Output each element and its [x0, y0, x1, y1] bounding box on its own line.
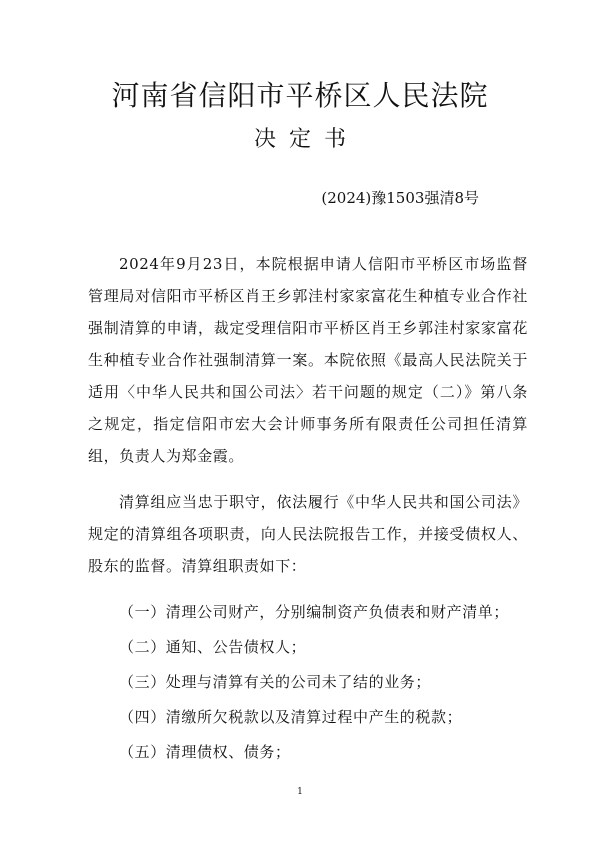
- page-number: 1: [297, 787, 303, 797]
- paragraph-appointment: 2024年9月23日，本院根据申请人信阳市平桥区市场监督管理局对信阳市平桥区肖王乡郭洼村家家富花生种植专业合作社强制清算的申请，裁定受理信阳市平桥区肖王乡郭洼村家家富花生种植专业合作社强制清算一案。本院依照《最高人民法院关于适用〈中华人民共和国公司法〉若干问题的规定（二）》第八条之规定，指定信阳市宏大会计师事务所有限责任公司担任清算组，负责人为郑金霞。: [88, 255, 528, 465]
- duty-item: （二）通知、公告债权人；: [119, 638, 307, 656]
- document-body: [88, 248, 528, 771]
- duty-item: （五）清理债权、债务；: [119, 743, 291, 761]
- court-name-title: 河南省信阳市平桥区人民法院: [111, 79, 489, 112]
- duty-item: （三）处理与清算有关的公司未了结的业务；: [119, 673, 432, 691]
- paragraph-duties-intro: 清算组应当忠于职守，依法履行《中华人民共和国公司法》规定的清算组各项职责，向人民法院报告工作，并接受债权人、股东的监督。清算组职责如下：: [88, 493, 528, 575]
- document-type-heading: 决定书: [253, 127, 359, 152]
- case-number: (2024)豫1503强清8号: [321, 189, 479, 207]
- duty-item: （四）清缴所欠税款以及清算过程中产生的税款；: [119, 708, 463, 726]
- duty-item: （一）清理公司财产，分别编制资产负债表和财产清单；: [119, 603, 510, 621]
